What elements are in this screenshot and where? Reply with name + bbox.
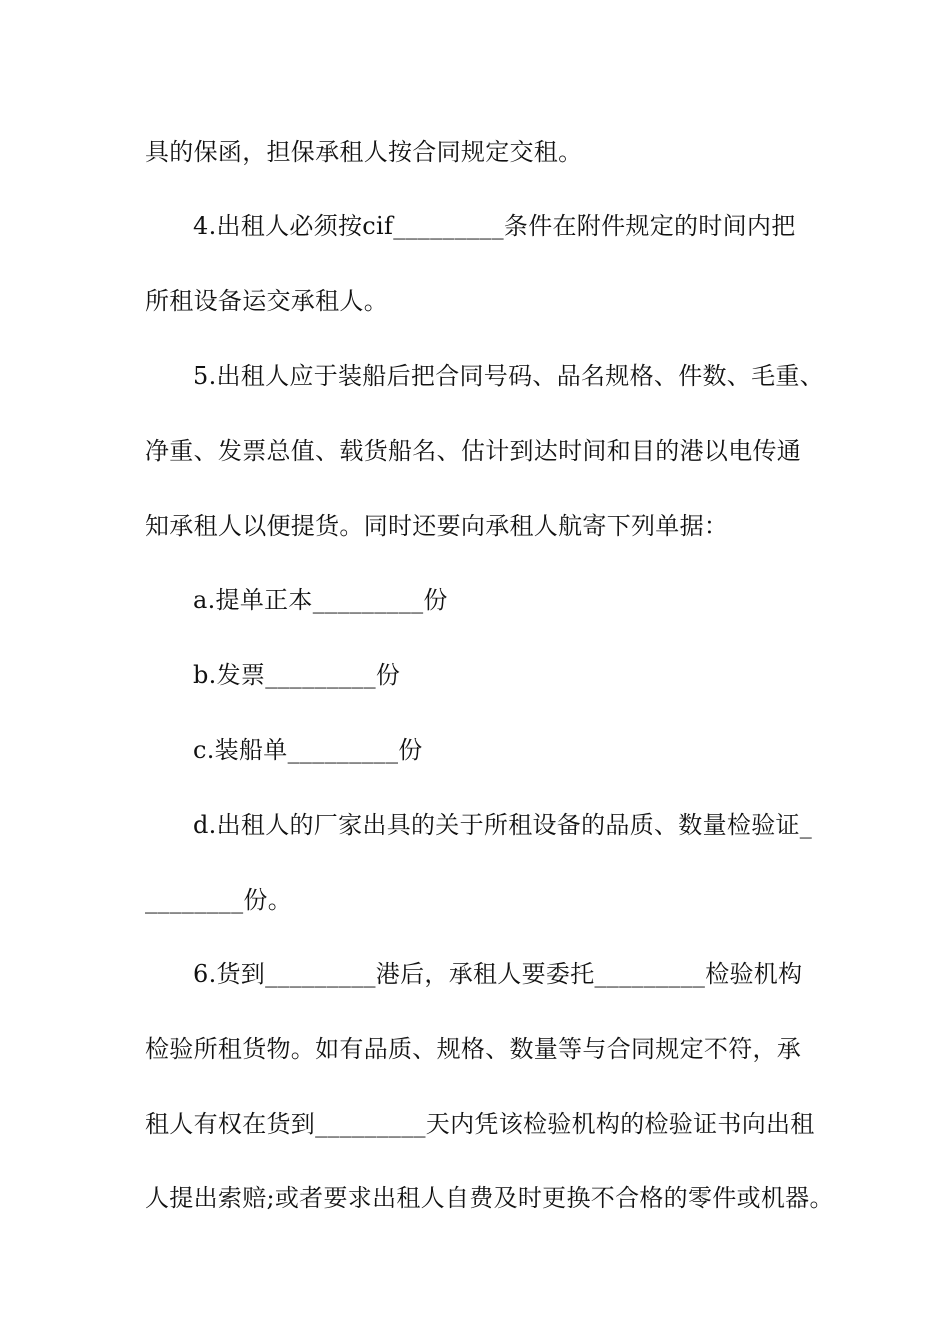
- paragraph-line-6: 知承租人以便提货。同时还要向承租人航寄下列单据：: [145, 512, 729, 540]
- list-item-a: a.提单正本_________份: [193, 586, 448, 614]
- paragraph-line-14: 租人有权在货到_________天内凭该检验机构的检验证书向出租: [145, 1110, 815, 1138]
- paragraph-line-12: 6.货到_________港后，承租人要委托_________检验机构: [193, 960, 803, 988]
- list-item-d-continuation: ________份。: [145, 886, 292, 914]
- list-item-b: b.发票_________份: [193, 661, 401, 689]
- list-item-c: c.装船单_________份: [193, 736, 423, 764]
- paragraph-line-13: 检验所租货物。如有品质、规格、数量等与合同规定不符，承: [145, 1035, 802, 1063]
- list-item-d: d.出租人的厂家出具的关于所租设备的品质、数量检验证_: [193, 811, 813, 839]
- paragraph-line-4: 5.出租人应于装船后把合同号码、品名规格、件数、毛重、: [193, 362, 824, 390]
- paragraph-line-5: 净重、发票总值、载货船名、估计到达时间和目的港以电传通: [145, 437, 802, 465]
- paragraph-line-15: 人提出索赔;或者要求出租人自费及时更换不合格的零件或机器。: [145, 1184, 834, 1212]
- paragraph-line-1: 具的保函，担保承租人按合同规定交租。: [145, 138, 583, 166]
- paragraph-line-2: 4.出租人必须按cif_________条件在附件规定的时间内把: [193, 212, 796, 240]
- paragraph-line-3: 所租设备运交承租人。: [145, 287, 388, 315]
